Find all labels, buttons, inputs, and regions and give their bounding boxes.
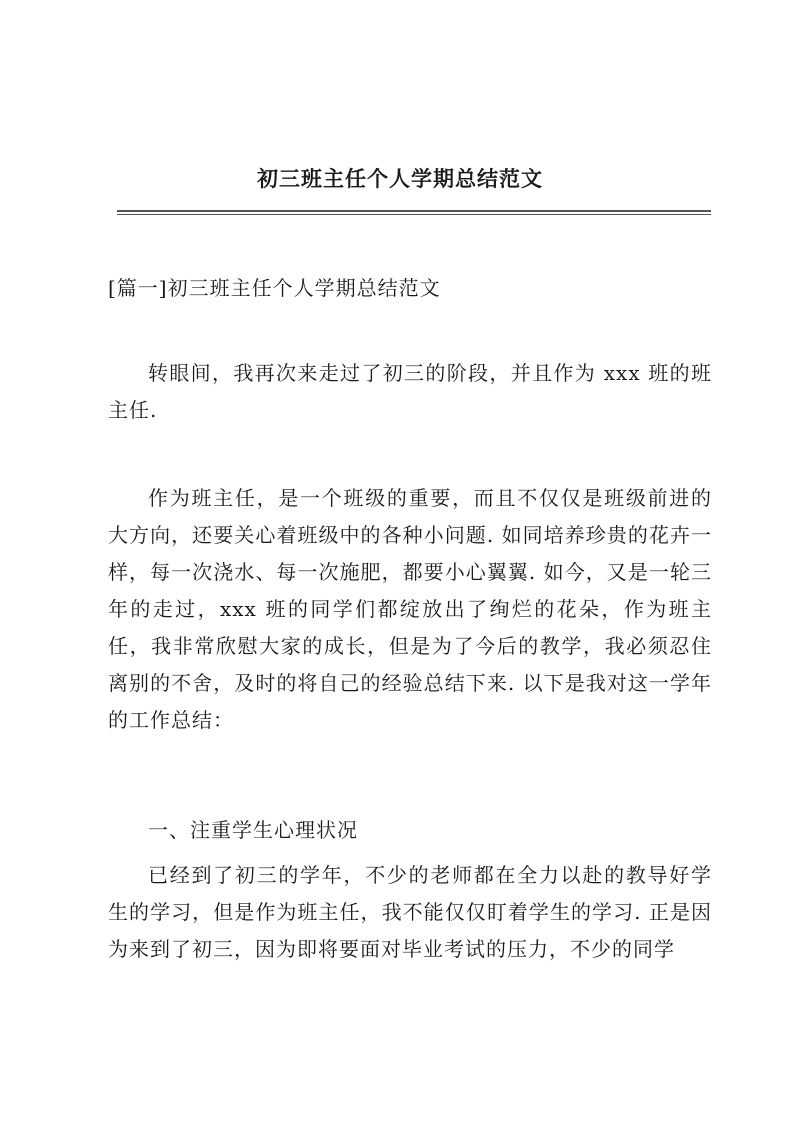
section-heading: [篇一]初三班主任个人学期总结范文 (108, 276, 441, 300)
subheading-psychology: 一、注重学生心理状况 (148, 818, 358, 842)
paragraph-intro: 转眼间，我再次来走过了初三的阶段，并且作为 xxx 班的班主任. (108, 361, 712, 422)
document-title: 初三班主任个人学期总结范文 (257, 166, 543, 191)
paragraph-psychology: 已经到了初三的学年，不少的老师都在全力以赴的教导好学生的学习，但是作为班主任，我不能仅仅盯着学生的学习. 正是因为来到了初三，因为即将要面对毕业考试的压力，不少的同学 (108, 863, 712, 961)
paragraph-role: 作为班主任，是一个班级的重要，而且不仅仅是班级前进的大方向，还要关心着班级中的各种小问题. 如同培养珍贵的花卉一样，每一次浇水、每一次施肥，都要小心翼翼. 如今，又是一轮三年的走过，xxx 班的同学们都绽放出了绚烂的花朵，作为班主任，我非常欣慰大家的成长，但是为了今后的教学，我必须忍住离别的不舍，及时的将自己的经验总结下来. 以下是我对这一学年的工作总结： (108, 486, 712, 732)
title-divider (117, 210, 711, 215)
